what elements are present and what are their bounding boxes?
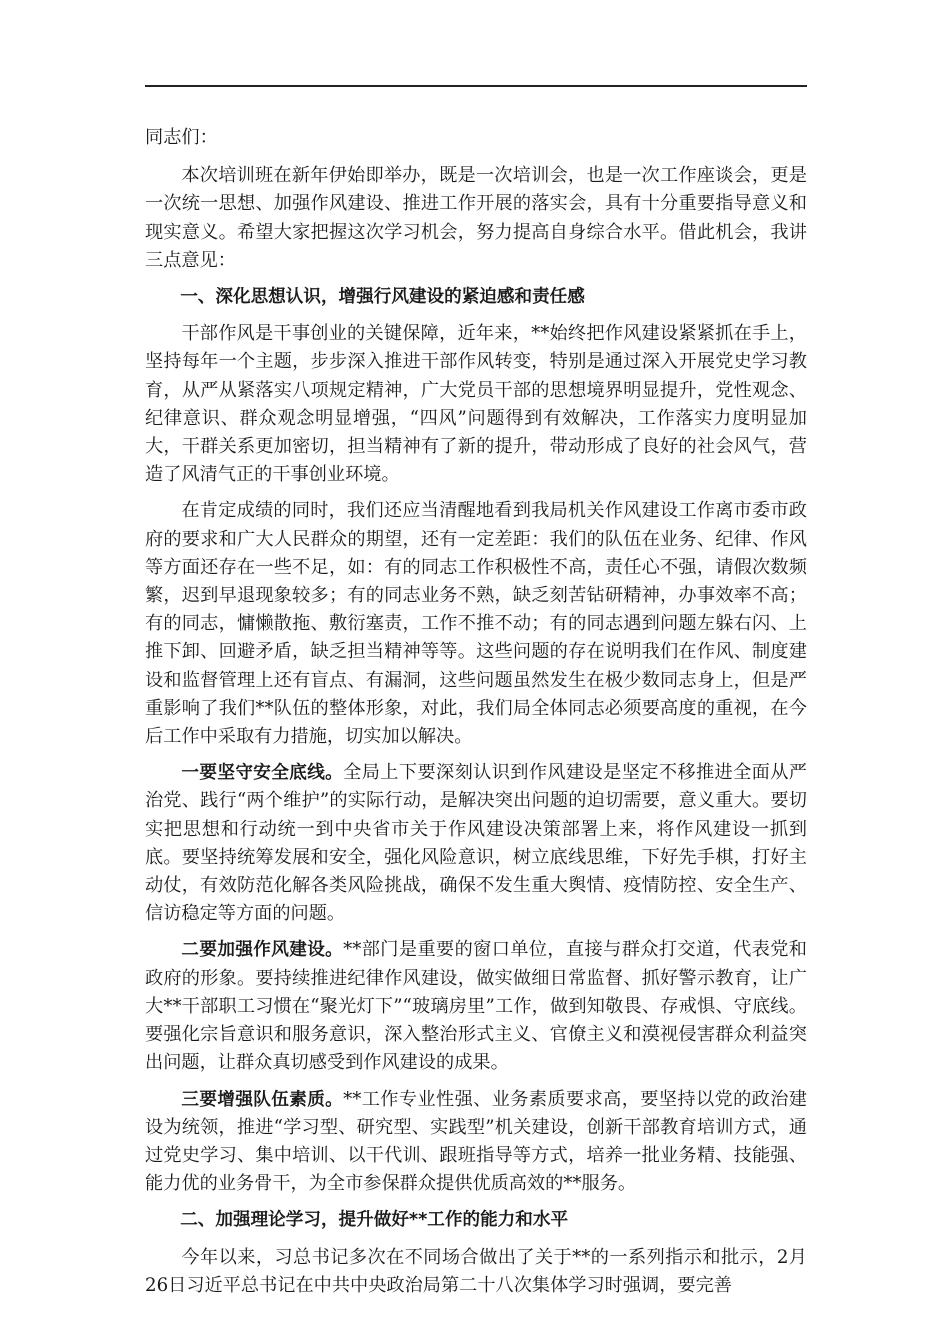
point-3-lead: 三要增强队伍素质。	[181, 1089, 344, 1110]
section-1-paragraph-2: 在肯定成绩的同时，我们还应当清醒地看到我局机关作风建设工作离市委市政府的要求和广大人民群众的期望，还有一定差距：我们的队伍在业务、纪律、作风等方面还存在一些不足，如：有的同志工作积极性不高，责任心不强，请假次数频繁，迟到早退现象较多；有的同志业务不熟，缺乏刻苦钻研精神，办事效率不高；有的同志，慵懒散拖、敷衍塞责，工作不推不动；有的同志遇到问题左躲右闪、上推下卸、回避矛盾，缺乏担当精神等等。这些问题的存在说明我们在作风、制度建设和监督管理上还有盲点、有漏洞，这些问题虽然发生在极少数同志身上，但是严重影响了我们**队伍的整体形象，对此，我们局全体同志必须要高度的重视，在今后工作中采取有力措施，切实加以解决。	[145, 500, 807, 748]
point-3-body: **工作专业性强、业务素质要求高，要坚持以党的政治建设为统领，推进“学习型、研究型、实践型”机关建设，创新干部教育培训方式，通过党史学习、集中培训、以干代训、跟班指导等方式，培养一批业务精、技能强、能力优的业务骨干，为全市参保群众提供优质高效的**服务。	[145, 1088, 807, 1195]
intro-paragraph: 本次培训班在新年伊始即举办，既是一次培训会，也是一次工作座谈会，更是一次统一思想、加强作风建设、推进工作开展的落实会，具有十分重要指导意义和现实意义。希望大家把握这次学习机会，努力提高自身综合水平。借此机会，我讲三点意见：	[145, 165, 807, 271]
point-2-paragraph	[145, 936, 807, 1077]
section-1-heading: 一、深化思想认识，增强行风建设的紧迫感和责任感	[180, 287, 585, 308]
section-1-paragraph-1: 干部作风是干事创业的关键保障，近年来，**始终把作风建设紧紧抓在手上，坚持每年一个主题，步步深入推进干部作风转变，特别是通过深入开展党史学习教育，从严从紧落实八项规定精神，广大党员干部的思想境界明显提升，党性观念、纪律意识、群众观念明显增强，“四风”问题得到有效解决，工作落实力度明显加大，干群关系更加密切，担当精神有了新的提升，带动形成了良好的社会风气，营造了风清气正的干事创业环境。	[145, 323, 807, 486]
point-3-paragraph	[145, 1086, 807, 1199]
point-1-paragraph	[145, 759, 807, 928]
section-2-paragraph-1: 今年以来，习总书记多次在不同场合做出了关于**的一系列指示和批示，2月26日习近平总书记在中共中央政治局第二十八次集体学习时强调，要完善	[145, 1246, 807, 1296]
point-1-lead: 一要坚守安全底线。	[181, 763, 344, 784]
salutation: 同志们：	[145, 127, 218, 148]
document-body	[145, 124, 807, 1308]
point-2-lead: 二要加强作风建设。	[181, 940, 344, 961]
point-1-body: 全局上下要深刻认识到作风建设是坚定不移推进全面从严治党、践行“两个维护”的实际行动，是解决突出问题的迫切需要，意义重大。要切实把思想和行动统一到中央省市关于作风建设决策部署上来，将作风建设一抓到底。要坚持统筹发展和安全，强化风险意识，树立底线思维，下好先手棋，打好主动仗，有效防范化解各类风险挑战，确保不发生重大舆情、疫情防控、安全生产、信访稳定等方面的问题。	[145, 762, 807, 925]
section-2-heading: 二、加强理论学习，提升做好**工作的能力和水平	[180, 1210, 569, 1231]
point-2-body: **部门是重要的窗口单位，直接与群众打交道，代表党和政府的形象。要持续推进纪律作风建设，做实做细日常监督、抓好警示教育，让广大**干部职工习惯在“聚光灯下”“玻璃房里”工作，做到知敬畏、存戒惧、守底线。要强化宗旨意识和服务意识，深入整治形式主义、官僚主义和漠视侵害群众利益突出问题，让群众真切感受到作风建设的成果。	[145, 939, 807, 1074]
header-rule	[145, 85, 807, 87]
